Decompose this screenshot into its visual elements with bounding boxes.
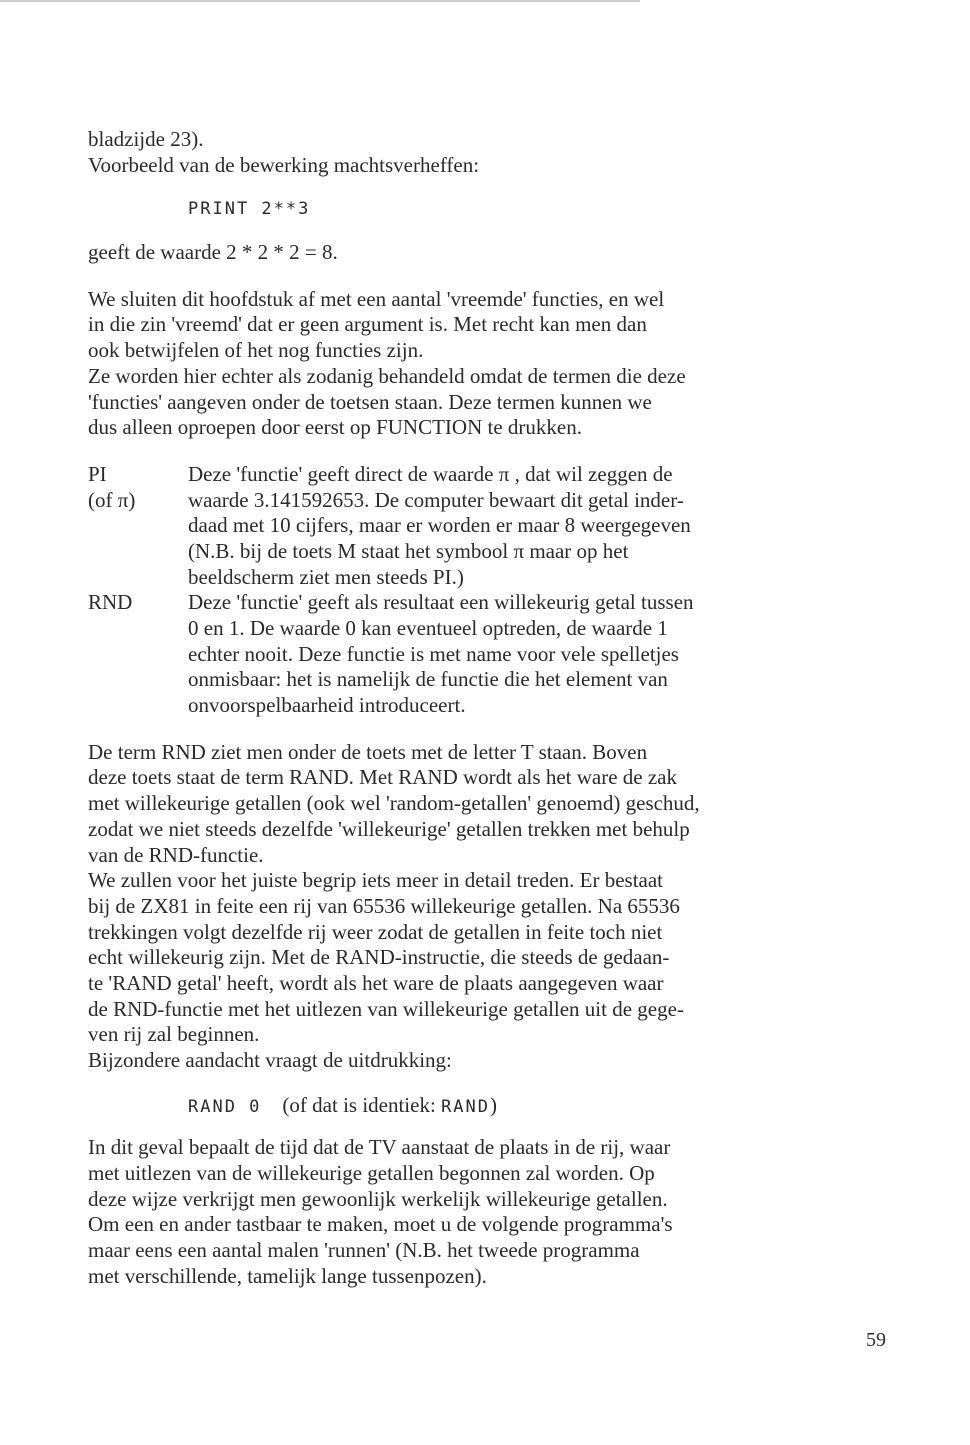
code-note-prefix: (of dat is identiek: — [282, 1092, 442, 1117]
definition-body — [188, 590, 900, 718]
text-line: waarde 3.141592653. De computer bewaart dit getal inder- — [188, 487, 684, 512]
text-line: onvoorspelbaarheid introduceert. — [188, 693, 466, 718]
text-line: De term RND ziet men onder de toets met de letter T staan. Boven — [88, 739, 648, 764]
top-edge-rule — [0, 0, 640, 2]
code-note-code: RAND — [441, 1096, 491, 1117]
text-line: deze toets staat de term RAND. Met RAND wordt als het ware de zak — [88, 765, 677, 790]
text-line: ven rij zal beginnen. — [88, 1022, 260, 1047]
page-number: 59 — [866, 1329, 886, 1351]
text-line: met uitlezen van de willekeurige getallen begonnen zal worden. Op — [88, 1161, 655, 1186]
paragraph-tv-timing — [88, 1135, 900, 1289]
definition-pi — [88, 462, 900, 590]
text-line: bladzijde 23). — [88, 127, 204, 151]
text-line: ook betwijfelen of het nog functies zijn. — [88, 338, 424, 363]
code-example-print — [88, 197, 900, 223]
text-line: In dit geval bepaalt de tijd dat de TV aanstaat de plaats in de rij, waar — [88, 1135, 671, 1160]
text-line: de RND-functie met het uitlezen van willekeurige getallen uit de gege- — [88, 996, 684, 1021]
text-line: geeft de waarde 2 * 2 * 2 = 8. — [88, 240, 338, 265]
text-line: met verschillende, tamelijk lange tussenpozen). — [88, 1263, 487, 1288]
text-line: 'functies' aangeven onder de toetsen staan. Deze termen kunnen we — [88, 389, 652, 414]
term-line: (of π) — [88, 487, 136, 512]
text-line: Om een en ander tastbaar te maken, moet u de volgende programma's — [88, 1212, 673, 1237]
text-line: in die zin 'vreemd' dat er geen argument is. Met recht kan men dan — [88, 312, 647, 337]
text-line: beeldscherm ziet men steeds PI.) — [188, 564, 464, 589]
code-line: PRINT 2**3 — [188, 199, 311, 220]
text-line: Voorbeeld van de bewerking machtsverheffen: — [88, 152, 480, 177]
text-line: zodat we niet steeds dezelfde 'willekeurige' getallen trekken met behulp — [88, 816, 690, 841]
definition-list — [88, 462, 900, 719]
text-line: deze wijze verkrijgt men gewoonlijk werkelijk willekeurige getallen. — [88, 1186, 668, 1211]
code-note-suffix: ) — [490, 1092, 498, 1117]
term-line: RND — [88, 590, 133, 615]
paragraph-result — [88, 240, 900, 266]
definition-rnd — [88, 590, 900, 718]
text-line: Deze 'functie' geeft als resultaat een willekeurig getal tussen — [188, 590, 694, 615]
code-line-rand — [188, 1093, 900, 1119]
term-line: PI — [88, 461, 107, 486]
page-content — [88, 127, 900, 1290]
code-example-rand — [88, 1093, 900, 1119]
text-line: maar eens een aantal malen 'runnen' (N.B. het tweede programma — [88, 1238, 640, 1263]
text-line: Bijzondere aandacht vraagt de uitdrukking: — [88, 1048, 452, 1072]
text-line: We zullen voor het juiste begrip iets meer in detail treden. Er bestaat — [88, 868, 664, 893]
text-line: 0 en 1. De waarde 0 kan eventueel optreden, de waarde 1 — [188, 616, 668, 640]
code-text: RAND 0 — [188, 1096, 262, 1117]
text-line: Ze worden hier echter als zodanig behandeld omdat de termen die deze — [88, 363, 686, 388]
definition-term — [88, 590, 188, 616]
paragraph-rnd-rand — [88, 740, 900, 1074]
text-line: van de RND-functie. — [88, 842, 264, 867]
text-line: We sluiten dit hoofdstuk af met een aantal 'vreemde' functies, en wel — [88, 286, 665, 311]
paragraph-functions-intro — [88, 287, 900, 441]
text-line: dus alleen oproepen door eerst op FUNCTION te drukken. — [88, 415, 582, 440]
text-line: te 'RAND getal' heeft, wordt als het ware de plaats aangegeven waar — [88, 970, 664, 995]
text-line: daad met 10 cijfers, maar er worden er maar 8 weergegeven — [188, 513, 691, 538]
definition-body — [188, 462, 900, 590]
text-line: met willekeurige getallen (ook wel 'random-getallen' genoemd) geschud, — [88, 791, 700, 816]
text-line: bij de ZX81 in feite een rij van 65536 willekeurige getallen. Na 65536 — [88, 893, 680, 918]
text-line: echter nooit. Deze functie is met name voor vele spelletjes — [188, 641, 679, 666]
paragraph-intro — [88, 127, 900, 178]
text-line: (N.B. bij de toets M staat het symbool π maar op het — [188, 538, 629, 563]
text-line: trekkingen volgt dezelfde rij weer zodat de getallen in feite toch niet — [88, 919, 663, 944]
definition-term — [88, 462, 188, 513]
text-line: echt willekeurig zijn. Met de RAND-instructie, die steeds de gedaan- — [88, 945, 670, 970]
text-line: onmisbaar: het is namelijk de functie die het element van — [188, 667, 668, 692]
text-line: Deze 'functie' geeft direct de waarde π , dat wil zeggen de — [188, 461, 673, 486]
